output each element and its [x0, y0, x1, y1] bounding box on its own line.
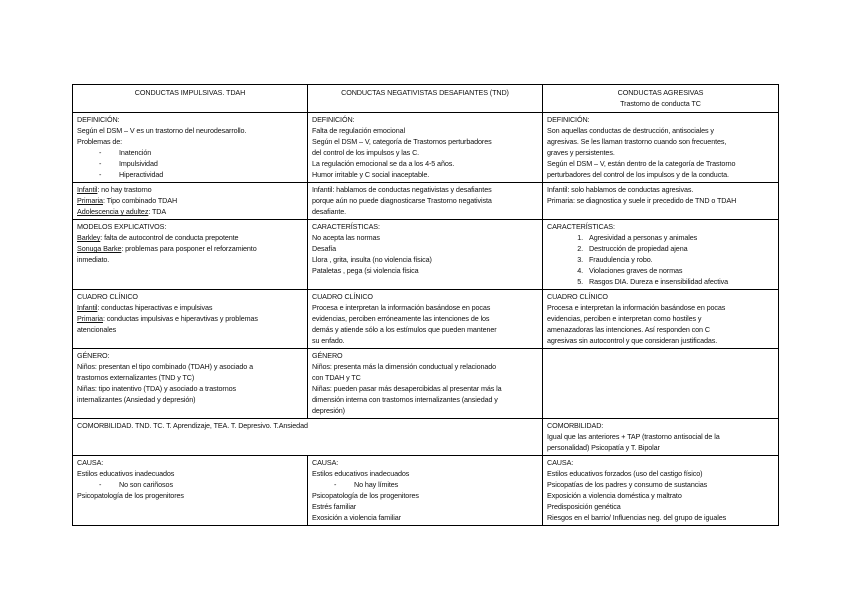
- cell-line: Problemas de:: [77, 137, 123, 146]
- cell-line: [77, 232, 303, 243]
- cell-line: Llora , grita, insulta (no violencia física): [312, 255, 432, 264]
- cell-line: inmediato.: [77, 255, 110, 264]
- cell-line: trastornos externalizantes (TND y TC): [77, 373, 195, 382]
- infancia-tdah: [73, 183, 308, 220]
- list-number: 4.: [577, 266, 583, 275]
- cell-title: CAUSA:: [312, 458, 339, 467]
- cell-line: dimensión interna con trastornos internalizantes (ansiedad y: [312, 395, 498, 404]
- label: Adolescencia y adultez: [77, 207, 149, 216]
- cell-line: Según el DSM – V, categoría de Trastornos perturbadores: [312, 137, 492, 146]
- genero-row: [73, 349, 779, 419]
- header-tnd: [308, 85, 543, 113]
- cell-line: [77, 243, 303, 254]
- cell-line: Estilos educativos inadecuados: [77, 469, 175, 478]
- cell-line: amenazadoras las intenciones. Así responden con C: [547, 325, 710, 334]
- list-item-text: Inatención: [119, 148, 152, 157]
- cell-line: con TDAH y TC: [312, 373, 361, 382]
- cell-line: [77, 206, 303, 217]
- list-item: [77, 147, 303, 158]
- list-item: [547, 265, 774, 276]
- modelos-row: [73, 220, 779, 290]
- causa-row: [73, 456, 779, 526]
- list-item-text: Fraudulencia y robo.: [589, 255, 653, 264]
- label: Infantil: [77, 185, 98, 194]
- cell-title: CAUSA:: [547, 458, 574, 467]
- cell-line: Infantil: hablamos de conductas negativistas y desafiantes: [312, 185, 492, 194]
- cell-line: COMORBILIDAD. TND. TC. T. Aprendizaje, TEA. T. Depresivo. T.Ansiedad: [77, 421, 308, 430]
- bullet: -: [99, 170, 102, 179]
- header-agresivas-text: CONDUCTAS AGRESIVAS: [617, 88, 704, 97]
- cell-title: CUADRO CLÍNICO: [312, 292, 373, 301]
- text: : falta de autocontrol de conducta prepotente: [100, 233, 239, 242]
- cell-title: CUADRO CLÍNICO: [77, 292, 138, 301]
- caracteristicas-agresivas: [543, 220, 779, 290]
- caracteristicas-tnd: [308, 220, 543, 290]
- cell-title: CARACTERÍSTICAS:: [312, 222, 380, 231]
- list-item-text: Destrucción de propiedad ajena: [589, 244, 688, 253]
- text: : conductas impulsivas e hiperavtivas y problemas: [102, 314, 258, 323]
- cell-line: Niñas: tipo inatentivo (TDA) y asociado a trastornos: [77, 384, 236, 393]
- header-tdah-text: CONDUCTAS IMPULSIVAS. TDAH: [134, 88, 246, 97]
- cell-line: Exposición a violencia doméstica y maltrato: [547, 491, 682, 500]
- list-item-text: Agresividad a personas y animales: [589, 233, 698, 242]
- list-item: [547, 254, 774, 265]
- cell-line: desafiante.: [312, 207, 347, 216]
- cell-line: agresivas sin autocontrol y que consideran justificadas.: [547, 336, 718, 345]
- list-number: 3.: [577, 255, 583, 264]
- cell-line: Pataletas , pega (si violencia física: [312, 266, 419, 275]
- cell-title: MODELOS EXPLICATIVOS:: [77, 222, 167, 231]
- header-tdah: [73, 85, 308, 113]
- list-item-text: Violaciones graves de normas: [589, 266, 683, 275]
- cell-line: internalizantes (Ansiedad y depresión): [77, 395, 196, 404]
- cell-line: Infantil: solo hablamos de conductas agresivas.: [547, 185, 694, 194]
- cell-line: Niñas: pueden pasar más desapercibidas al presentar más la: [312, 384, 502, 393]
- bullet: -: [99, 159, 102, 168]
- cell-title: GÉNERO:: [77, 351, 110, 360]
- comorbilidad-tdah-tnd: [73, 419, 543, 456]
- cell-title: COMORBILIDAD:: [547, 421, 604, 430]
- cell-title: CUADRO CLÍNICO: [547, 292, 608, 301]
- list-item: [77, 479, 303, 490]
- list-item: [312, 479, 538, 490]
- cell-line: La regulación emocional se da a los 4-5 años.: [312, 159, 455, 168]
- text: : conductas hiperactivas e impulsivas: [97, 303, 213, 312]
- cell-line: demás y atiende sólo a los estímulos que pueden mantener: [312, 325, 497, 334]
- definicion-row: [73, 113, 779, 183]
- cell-line: Humor irritable y C social inaceptable.: [312, 170, 430, 179]
- cell-line: [77, 184, 303, 195]
- header-tnd-text: CONDUCTAS NEGATIVISTAS DESAFIANTES (TND): [341, 88, 509, 97]
- bullet: -: [99, 480, 102, 489]
- cell-title: DEFINICIÓN:: [77, 115, 120, 124]
- cell-line: Estrés familiar: [312, 502, 357, 511]
- cell-line: del control de los impulsos y las C.: [312, 148, 420, 157]
- cell-line: agresivas. Se les llaman trastorno cuando son frecuentes,: [547, 137, 727, 146]
- cell-line: Riesgos en el barrio/ Influencias neg. del grupo de iguales: [547, 513, 727, 522]
- causa-tdah: [73, 456, 308, 526]
- cuadro-agresivas: [543, 290, 779, 349]
- infancia-tnd: [308, 183, 543, 220]
- cell-line: Predisposición genética: [547, 502, 621, 511]
- cell-line: [77, 195, 303, 206]
- cell-line: [77, 313, 303, 324]
- header-agresivas-subtitle: Trastorno de conducta TC: [620, 99, 701, 108]
- cell-line: Según el DSM – V, están dentro de la categoría de Trastorno: [547, 159, 736, 168]
- cell-line: [77, 302, 303, 313]
- text: : no hay trastorno: [97, 185, 152, 194]
- cell-line: Psicopatología de los progenitores: [77, 491, 184, 500]
- cell-line: porque aún no puede diagnosticarse Trastorno negativista: [312, 196, 492, 205]
- cell-line: evidencias, perciben e interpretan como hostiles y: [547, 314, 702, 323]
- cell-line: Estilos educativos forzados (uso del castigo físico): [547, 469, 703, 478]
- definicion-tdah: [73, 113, 308, 183]
- cuadro-row: [73, 290, 779, 349]
- causa-agresivas: [543, 456, 779, 526]
- definicion-tnd: [308, 113, 543, 183]
- label: Sonuga Barke: [77, 244, 122, 253]
- infancia-row: [73, 183, 779, 220]
- cell-title: GÉNERO: [312, 351, 343, 360]
- bullet: -: [334, 480, 337, 489]
- comparison-table: [72, 84, 779, 526]
- text: : Tipo combinado TDAH: [102, 196, 178, 205]
- label: Barkley: [77, 233, 101, 242]
- cell-line: Son aquellas conductas de destrucción, antisociales y: [547, 126, 714, 135]
- cell-line: Niños: presentan el tipo combinado (TDAH) y asociado a: [77, 362, 253, 371]
- cell-line: atencionales: [77, 325, 117, 334]
- list-number: 2.: [577, 244, 583, 253]
- cell-line: Igual que las anteriores + TAP (trastorno antisocial de la: [547, 432, 720, 441]
- list-item: [77, 158, 303, 169]
- cell-line: Desafía: [312, 244, 337, 253]
- list-number: 1.: [577, 233, 583, 242]
- infancia-agresivas: [543, 183, 779, 220]
- causa-tnd: [308, 456, 543, 526]
- bullet: -: [99, 148, 102, 157]
- genero-tdah: [73, 349, 308, 419]
- cell-line: Procesa e interpretan la información basándose en pocas: [547, 303, 726, 312]
- list-number: 5.: [577, 277, 583, 286]
- label: Primaria: [77, 196, 103, 205]
- cuadro-tdah: [73, 290, 308, 349]
- list-item: [547, 243, 774, 254]
- cell-line: evidencias, perciben erróneamente las intenciones de los: [312, 314, 490, 323]
- cell-line: perturbadores del control de los impulsos y de la conducta.: [547, 170, 729, 179]
- header-row: [73, 85, 779, 113]
- cell-line: su enfado.: [312, 336, 345, 345]
- cuadro-tnd: [308, 290, 543, 349]
- cell-line: Procesa e interpretan la información basándose en pocas: [312, 303, 491, 312]
- cell-line: Psicopatías de los padres y consumo de sustancias: [547, 480, 708, 489]
- cell-title: CARACTERÍSTICAS:: [547, 222, 615, 231]
- cell-line: personalidad) Psicopatía y T. Bipolar: [547, 443, 660, 452]
- modelos-tdah: [73, 220, 308, 290]
- list-item-text: Impulsividad: [119, 159, 158, 168]
- list-item: [547, 232, 774, 243]
- cell-line: Según el DSM – V es un trastorno del neurodesarrollo.: [77, 126, 247, 135]
- text: : problemas para posponer el reforzamiento: [121, 244, 257, 253]
- cell-line: Niños: presenta más la dimensión conductual y relacionado: [312, 362, 497, 371]
- list-item-text: No son cariñosos: [119, 480, 173, 489]
- label: Primaria: [77, 314, 103, 323]
- cell-line: graves y persistentes.: [547, 148, 615, 157]
- list-item-text: Rasgos DIA. Dureza e insensibilidad afectiva: [589, 277, 729, 286]
- list-item-text: No hay límites: [354, 480, 399, 489]
- cell-line: Psicopatología de los progenitores: [312, 491, 419, 500]
- text: : TDA: [148, 207, 167, 216]
- comorbilidad-row: [73, 419, 779, 456]
- cell-line: Primaria: se diagnostica y suele ir precedido de TND o TDAH: [547, 196, 737, 205]
- definicion-agresivas: [543, 113, 779, 183]
- cell-line: depresión): [312, 406, 345, 415]
- cell-line: No acepta las normas: [312, 233, 380, 242]
- header-agresivas: [543, 85, 779, 113]
- genero-agresivas-empty: [543, 349, 779, 419]
- cell-title: DEFINICIÓN:: [312, 115, 355, 124]
- cell-line: Estilos educativos inadecuados: [312, 469, 410, 478]
- list-item-text: Hiperactividad: [119, 170, 164, 179]
- list-item: [547, 276, 774, 287]
- cell-line: Exosición a violencia familiar: [312, 513, 401, 522]
- comorbilidad-agresivas: [543, 419, 779, 456]
- label: Infantil: [77, 303, 98, 312]
- genero-tnd: [308, 349, 543, 419]
- cell-title: DEFINICIÓN:: [547, 115, 590, 124]
- list-item: [77, 169, 303, 180]
- cell-title: CAUSA:: [77, 458, 104, 467]
- cell-line: Falta de regulación emocional: [312, 126, 405, 135]
